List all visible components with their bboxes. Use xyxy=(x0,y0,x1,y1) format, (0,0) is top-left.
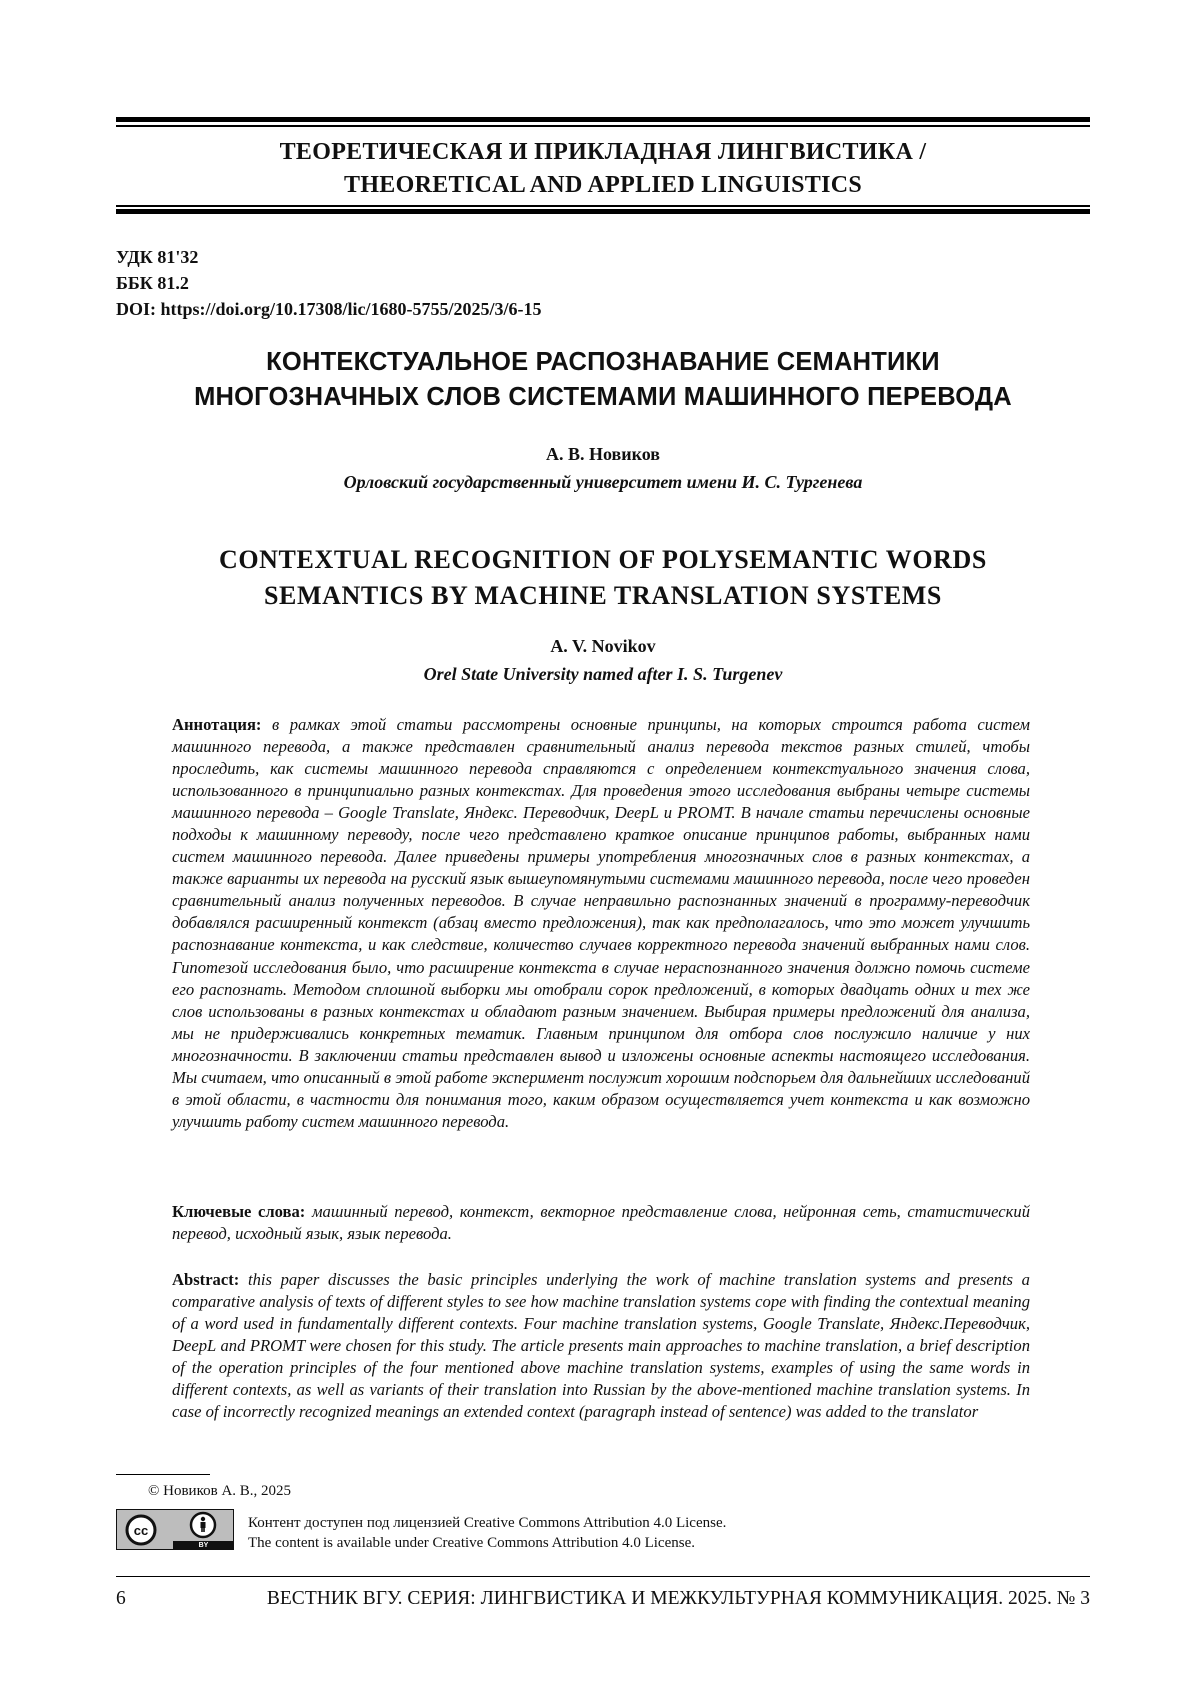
annotation-label: Аннотация: xyxy=(172,715,261,734)
header-rule-bottom-thin xyxy=(116,205,1090,207)
abstract-paragraph xyxy=(172,1269,1030,1423)
keywords-paragraph xyxy=(172,1201,1030,1245)
header-rule-top-thick xyxy=(116,117,1090,122)
section-title-ru: ТЕОРЕТИЧЕСКАЯ И ПРИКЛАДНАЯ ЛИНГВИСТИКА / xyxy=(116,136,1090,169)
title-ru-line2: МНОГОЗНАЧНЫХ СЛОВ СИСТЕМАМИ МАШИННОГО ПЕРЕВОДА xyxy=(116,380,1090,415)
footnote-separator xyxy=(116,1474,210,1475)
annotation-text: в рамках этой статьи рассмотрены основные принципы, на которых строится работа систем машинного перевода, а также представлен сравнительный анализ перевода текстов разных стилей, чтобы проследить, как системы машинного перевода справляются с определением контекстуального значения слова, использованного в принципиально разных контекстах. Для проведения этого исследования выбраны четыре системы машинного перевода – Google Translate, Яндекс. Переводчик, DeepL и PROMT. В начале статьи перечислены основные подходы к машинному переводу, после чего представлено краткое описание принципов работы, выбранных нами систем машинного перевода. Далее приведены примеры употребления многозначных слов в разных контекстах, а также варианты их перевода на русский язык вышеупомянутыми системами машинного перевода, после чего проведен сравнительный анализ полученных переводов. В случае неправильно распознанных значений в программу-переводчик добавлялся расширенный контекст (абзац вместо предложения), так как предполагалось, что это может улучшить распознавание контекста, и как следствие, количество случаев корректного перевода значений выбранных нами слов. Гипотезой исследования было, что расширение контекста в случае нераспознанного значения должно помочь системе его распознать. Методом сплошной выборки мы отобрали сорок предложений, в которых двадцать одних и тех же слов использованы в разных контекстах и обладают разным значением. Выбирая примеры предложений для анализа, мы не придерживались конкретных тематик. Главным принципом для отбора слов послужило наличие у них многозначности. В заключении статьи представлен вывод и изложены основные аспекты настоящего исследования. Мы считаем, что описанный в этой работе эксперимент послужит хорошим подспорьем для дальнейших исследований в этой области, в частности для понимания того, каким образом осуществляется учет контекста и как возможно улучшить работу систем машинного перевода. xyxy=(172,715,1030,1131)
title-en-line2: SEMANTICS BY MACHINE TRANSLATION SYSTEMS xyxy=(116,578,1090,614)
udk: УДК 81'32 xyxy=(116,245,198,270)
annotation-paragraph xyxy=(172,714,1030,1133)
affiliation-en: Orel State University named after I. S. Turgenev xyxy=(116,664,1090,685)
affiliation-ru: Орловский государственный университет имени И. С. Тургенева xyxy=(116,472,1090,493)
header-rule-top-thin xyxy=(116,125,1090,127)
section-title-en: THEORETICAL AND APPLIED LINGUISTICS xyxy=(116,169,1090,202)
attribution-person-icon xyxy=(185,1510,221,1542)
header-rule-bottom-thick xyxy=(116,209,1090,214)
cc-icon xyxy=(121,1510,165,1551)
copyright-note: © Новиков А. В., 2025 xyxy=(148,1481,291,1501)
title-en xyxy=(116,542,1090,614)
keywords-text: машинный перевод, контекст, векторное представление слова, нейронная сеть, статистический перевод, исходный язык, язык перевода. xyxy=(172,1202,1030,1243)
title-ru xyxy=(116,345,1090,415)
by-label: BY xyxy=(173,1541,234,1550)
bbk: ББК 81.2 xyxy=(116,271,189,296)
cc-by-license-badge xyxy=(116,1509,234,1550)
author-ru: А. В. Новиков xyxy=(116,444,1090,465)
doi: DOI: https://doi.org/10.17308/lic/1680-5755/2025/3/6-15 xyxy=(116,297,542,322)
footer-rule xyxy=(116,1576,1090,1577)
section-title xyxy=(116,136,1090,202)
journal-footer: ВЕСТНИК ВГУ. СЕРИЯ: ЛИНГВИСТИКА И МЕЖКУЛЬТУРНАЯ КОММУНИКАЦИЯ. 2025. № 3 xyxy=(267,1587,1090,1611)
title-ru-line1: КОНТЕКСТУАЛЬНОЕ РАСПОЗНАВАНИЕ СЕМАНТИКИ xyxy=(116,345,1090,380)
page-number: 6 xyxy=(116,1587,126,1611)
license-ru: Контент доступен под лицензией Creative Commons Attribution 4.0 License. xyxy=(248,1513,726,1533)
author-en: A. V. Novikov xyxy=(116,636,1090,657)
title-en-line1: CONTEXTUAL RECOGNITION OF POLYSEMANTIC WORDS xyxy=(116,542,1090,578)
abstract-label: Abstract: xyxy=(172,1270,239,1289)
by-label-strip xyxy=(173,1541,234,1550)
svg-text:cc: cc xyxy=(134,1523,148,1538)
abstract-text: this paper discusses the basic principles underlying the work of machine translation systems and presents a comparative analysis of texts of different styles to see how machine translation systems cope with finding the contextual meaning of a word used in fundamentally different contexts. Four machine translation systems, Google Translate, Яндекс.Переводчик, DeepL and PROMT were chosen for this study. The article presents main approaches to machine translation, a brief description of the operation principles of the four mentioned above machine translation systems, examples of using the same words in different contexts, as well as variants of their translation into Russian by the above-mentioned machine translation systems. In case of incorrectly recognized meanings an extended context (paragraph instead of sentence) was added to the translator xyxy=(172,1270,1030,1421)
keywords-label: Ключевые слова: xyxy=(172,1202,305,1221)
license-en: The content is available under Creative Commons Attribution 4.0 License. xyxy=(248,1533,695,1553)
